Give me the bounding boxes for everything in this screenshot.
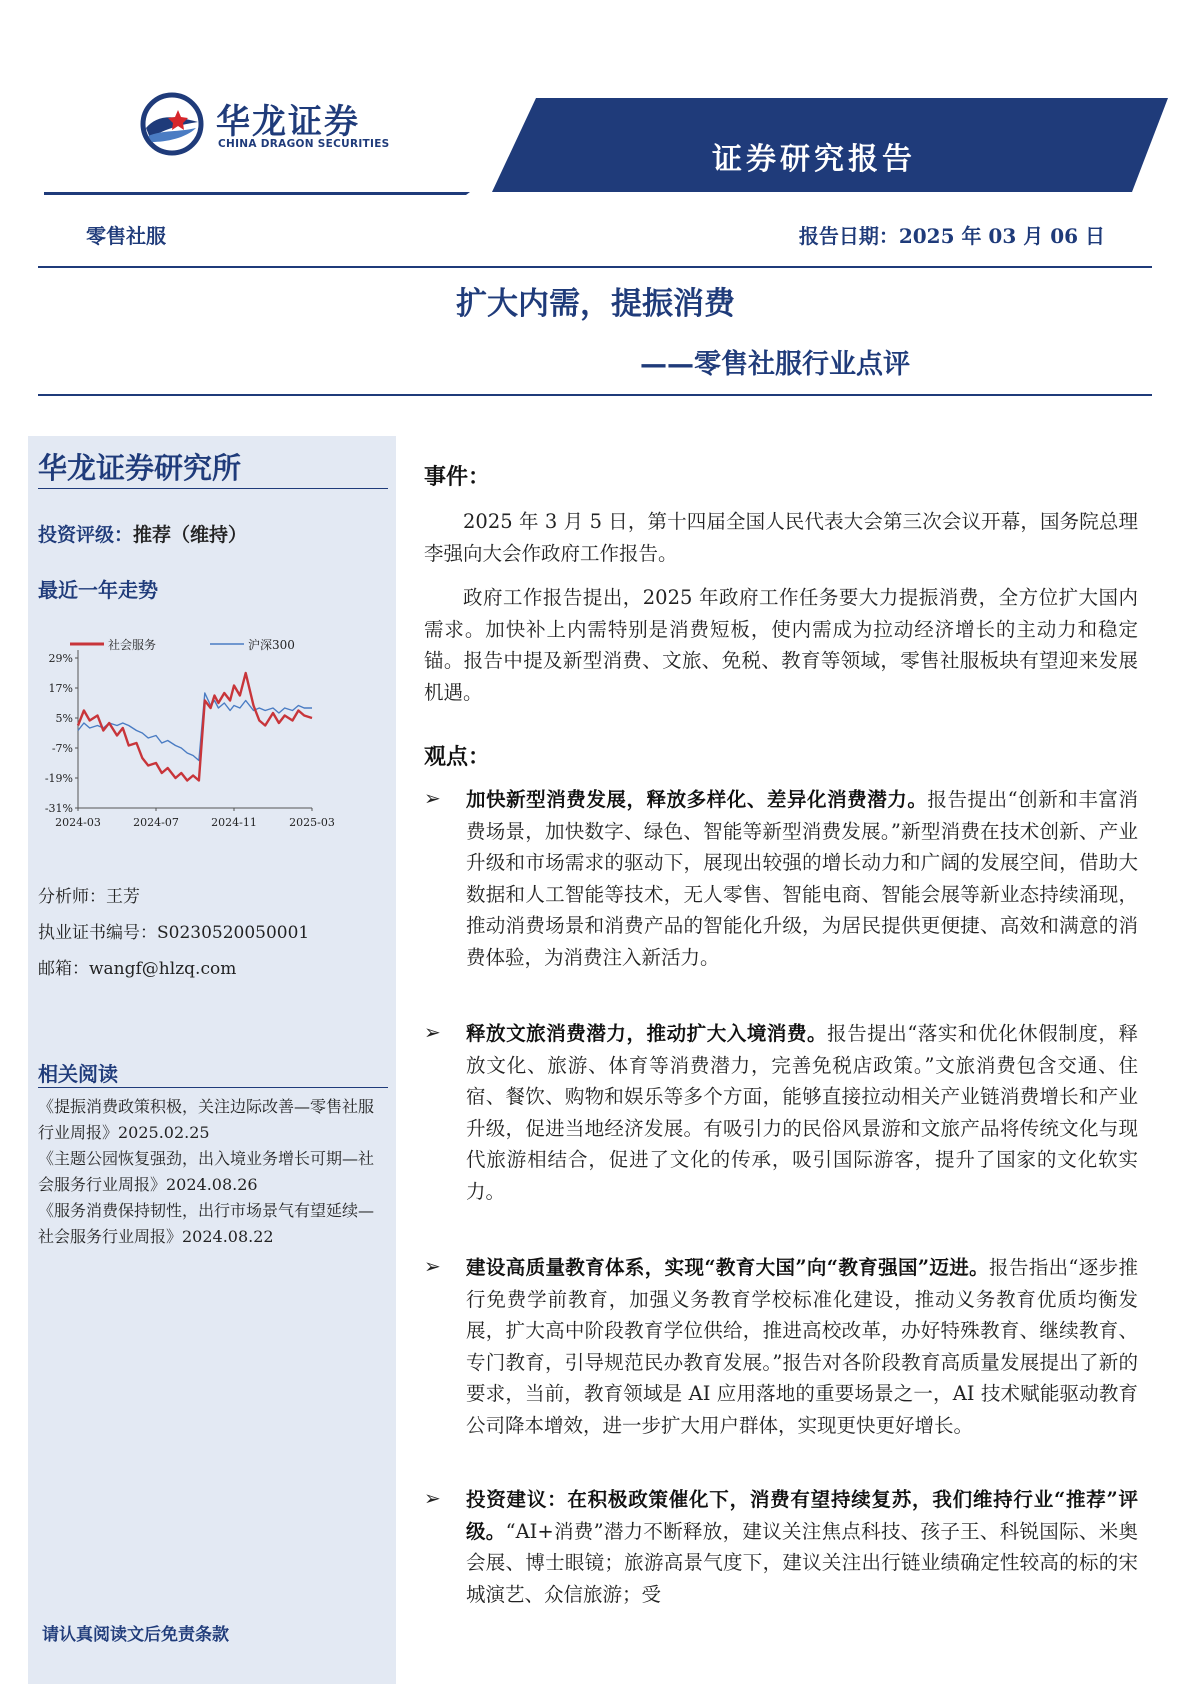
report-type-label: 证券研究报告 — [712, 142, 916, 177]
series-line-social-service — [78, 673, 312, 781]
institute-name: 华龙证券研究所 — [38, 451, 242, 485]
legend-label: 沪深300 — [248, 638, 295, 652]
arrow-bullet-icon: ➢ — [424, 1254, 441, 1278]
related-link[interactable]: 《服务消费保持韧性，出行市场景气有望延续—社会服务行业周报》2024.08.22 — [38, 1201, 375, 1246]
y-tick-label: -19% — [44, 772, 73, 785]
event-heading: 事件： — [424, 464, 491, 490]
view-heading: 观点： — [424, 744, 491, 770]
bullet-lead: 建设高质量教育体系，实现“教育大国”向“教育强国”迈进。 — [466, 1256, 989, 1279]
related-reading-heading: 相关阅读 — [38, 1062, 118, 1086]
series-line-hs300 — [78, 693, 312, 761]
analyst: 分析师：王芳 — [38, 887, 140, 907]
logo-chinese-name: 华龙证券 — [216, 102, 360, 142]
rating-value: 推荐（维持） — [133, 524, 248, 546]
related-divider — [38, 1087, 388, 1088]
bullet-text: 报告提出“创新和丰富消费场景，加快数字、绿色、智能等新型消费发展。”新型消费在技术创新、产业升级和市场需求的驱动下，展现出较强的增长动力和广阔的发展空间，借助大数据和人工智能等技术，无人零售、智能电商、智能会展等新业态持续涌现，推动消费场景和消费产品的智能化升级，为居民提供更便捷、高效和满意的消费体验，为消费注入新活力。 — [466, 788, 1138, 969]
y-tick-label: 29% — [48, 652, 73, 665]
y-tick-label: 5% — [55, 712, 73, 725]
x-tick-label: 2024-11 — [211, 816, 257, 829]
arrow-bullet-icon: ➢ — [424, 786, 441, 810]
related-link[interactable]: 《主题公园恢复强劲，出入境业务增长可期—社会服务行业周报》2024.08.26 — [38, 1149, 375, 1194]
x-tick-label: 2025-03 — [289, 816, 335, 829]
y-tick-label: -7% — [51, 742, 73, 755]
trend-chart — [30, 606, 385, 838]
bullet-text: “AI+消费”潜力不断释放，建议关注焦点科技、孩子王、科锐国际、米奥会展、博士眼镜；旅游高景气度下，建议关注出行链业绩确定性较高的标的宋城演艺、众信旅游；受 — [466, 1519, 1138, 1606]
report-subtitle: ——零售社服行业点评 — [640, 349, 910, 380]
bullet-body — [466, 784, 1138, 973]
event-paragraph: 2025 年 3 月 5 日，第十四届全国人民代表大会第三次会议开幕，国务院总理李强向大会作政府工作报告。 — [424, 510, 1138, 565]
bullet-text: 报告指出“逐步推行免费学前教育，加强义务教育学校标准化建设，推动义务教育优质均衡发展，扩大高中阶段教育学位供给，推进高校改革，办好特殊教育、继续教育、专门教育，引导规范民办教育发展。”报告对各阶段教育高质量发展提出了新的要求，当前，教育领域是 AI 应用落地的重要场景之一，AI 技术赋能驱动教育公司降本增效，进一步扩大用户群体，实现更快更好增长。 — [466, 1256, 1138, 1437]
y-tick-label: -31% — [44, 802, 73, 815]
y-tick-label: 17% — [48, 682, 73, 695]
sector-label: 零售社服 — [86, 224, 166, 248]
logo-english-name: CHINA DRAGON SECURITIES — [218, 138, 390, 150]
trend-heading: 最近一年走势 — [38, 578, 158, 602]
event-paragraph: 政府工作报告提出，2025 年政府工作任务要大力提振消费，全方位扩大国内需求。加快补上内需特别是消费短板，使内需成为拉动经济增长的主动力和稳定锚。报告中提及新型消费、文旅、免税、教育等领域，零售社服板块有望迎来发展机遇。 — [424, 586, 1138, 704]
bullet-body — [466, 1018, 1138, 1207]
legend-label: 社会服务 — [108, 638, 157, 652]
title-divider — [38, 394, 1152, 396]
bullet-lead: 加快新型消费发展，释放多样化、差异化消费潜力。 — [466, 788, 928, 811]
arrow-bullet-icon: ➢ — [424, 1020, 441, 1044]
email[interactable]: 邮箱：wangf@hlzq.com — [38, 959, 237, 979]
x-tick-label: 2024-03 — [55, 816, 101, 829]
bullet-text: 报告提出“落实和优化休假制度，释放文化、旅游、体育等消费潜力，完善免税店政策。”文旅消费包含交通、住宿、餐饮、购物和娱乐等多个方面，能够直接拉动相关产业链消费增长和产业升级，促进当地经济发展。有吸引力的民俗风景游和文旅产品将传统文化与现代旅游相结合，促进了文化的传承，吸引国际游客，提升了国家的文化软实力。 — [466, 1022, 1138, 1203]
rating-label: 投资评级： — [38, 524, 134, 546]
bullet-lead: 投资建议：在积极政策催化下，消费有望持续复苏，我们维持行业“推荐”评级。 — [466, 1488, 1138, 1543]
bullet-lead: 释放文旅消费潜力，推动扩大入境消费。 — [466, 1022, 828, 1045]
bullet-body — [466, 1484, 1138, 1610]
sidebar-divider — [38, 488, 388, 489]
bullet-body — [466, 1252, 1138, 1441]
header-divider — [38, 266, 1152, 268]
investment-rating — [38, 520, 247, 547]
report-title: 扩大内需，提振消费 — [456, 286, 735, 322]
related-link[interactable]: 《提振消费政策积极，关注边际改善—零售社服行业周报》2025.02.25 — [38, 1097, 375, 1142]
x-tick-label: 2024-07 — [133, 816, 179, 829]
report-date: 报告日期：2025 年 03 月 06 日 — [798, 224, 1105, 248]
arrow-bullet-icon: ➢ — [424, 1486, 441, 1510]
disclaimer-note: 请认真阅读文后免责条款 — [42, 1625, 229, 1645]
license-number: 执业证书编号：S0230520050001 — [38, 923, 310, 943]
header-banner — [0, 98, 1191, 198]
